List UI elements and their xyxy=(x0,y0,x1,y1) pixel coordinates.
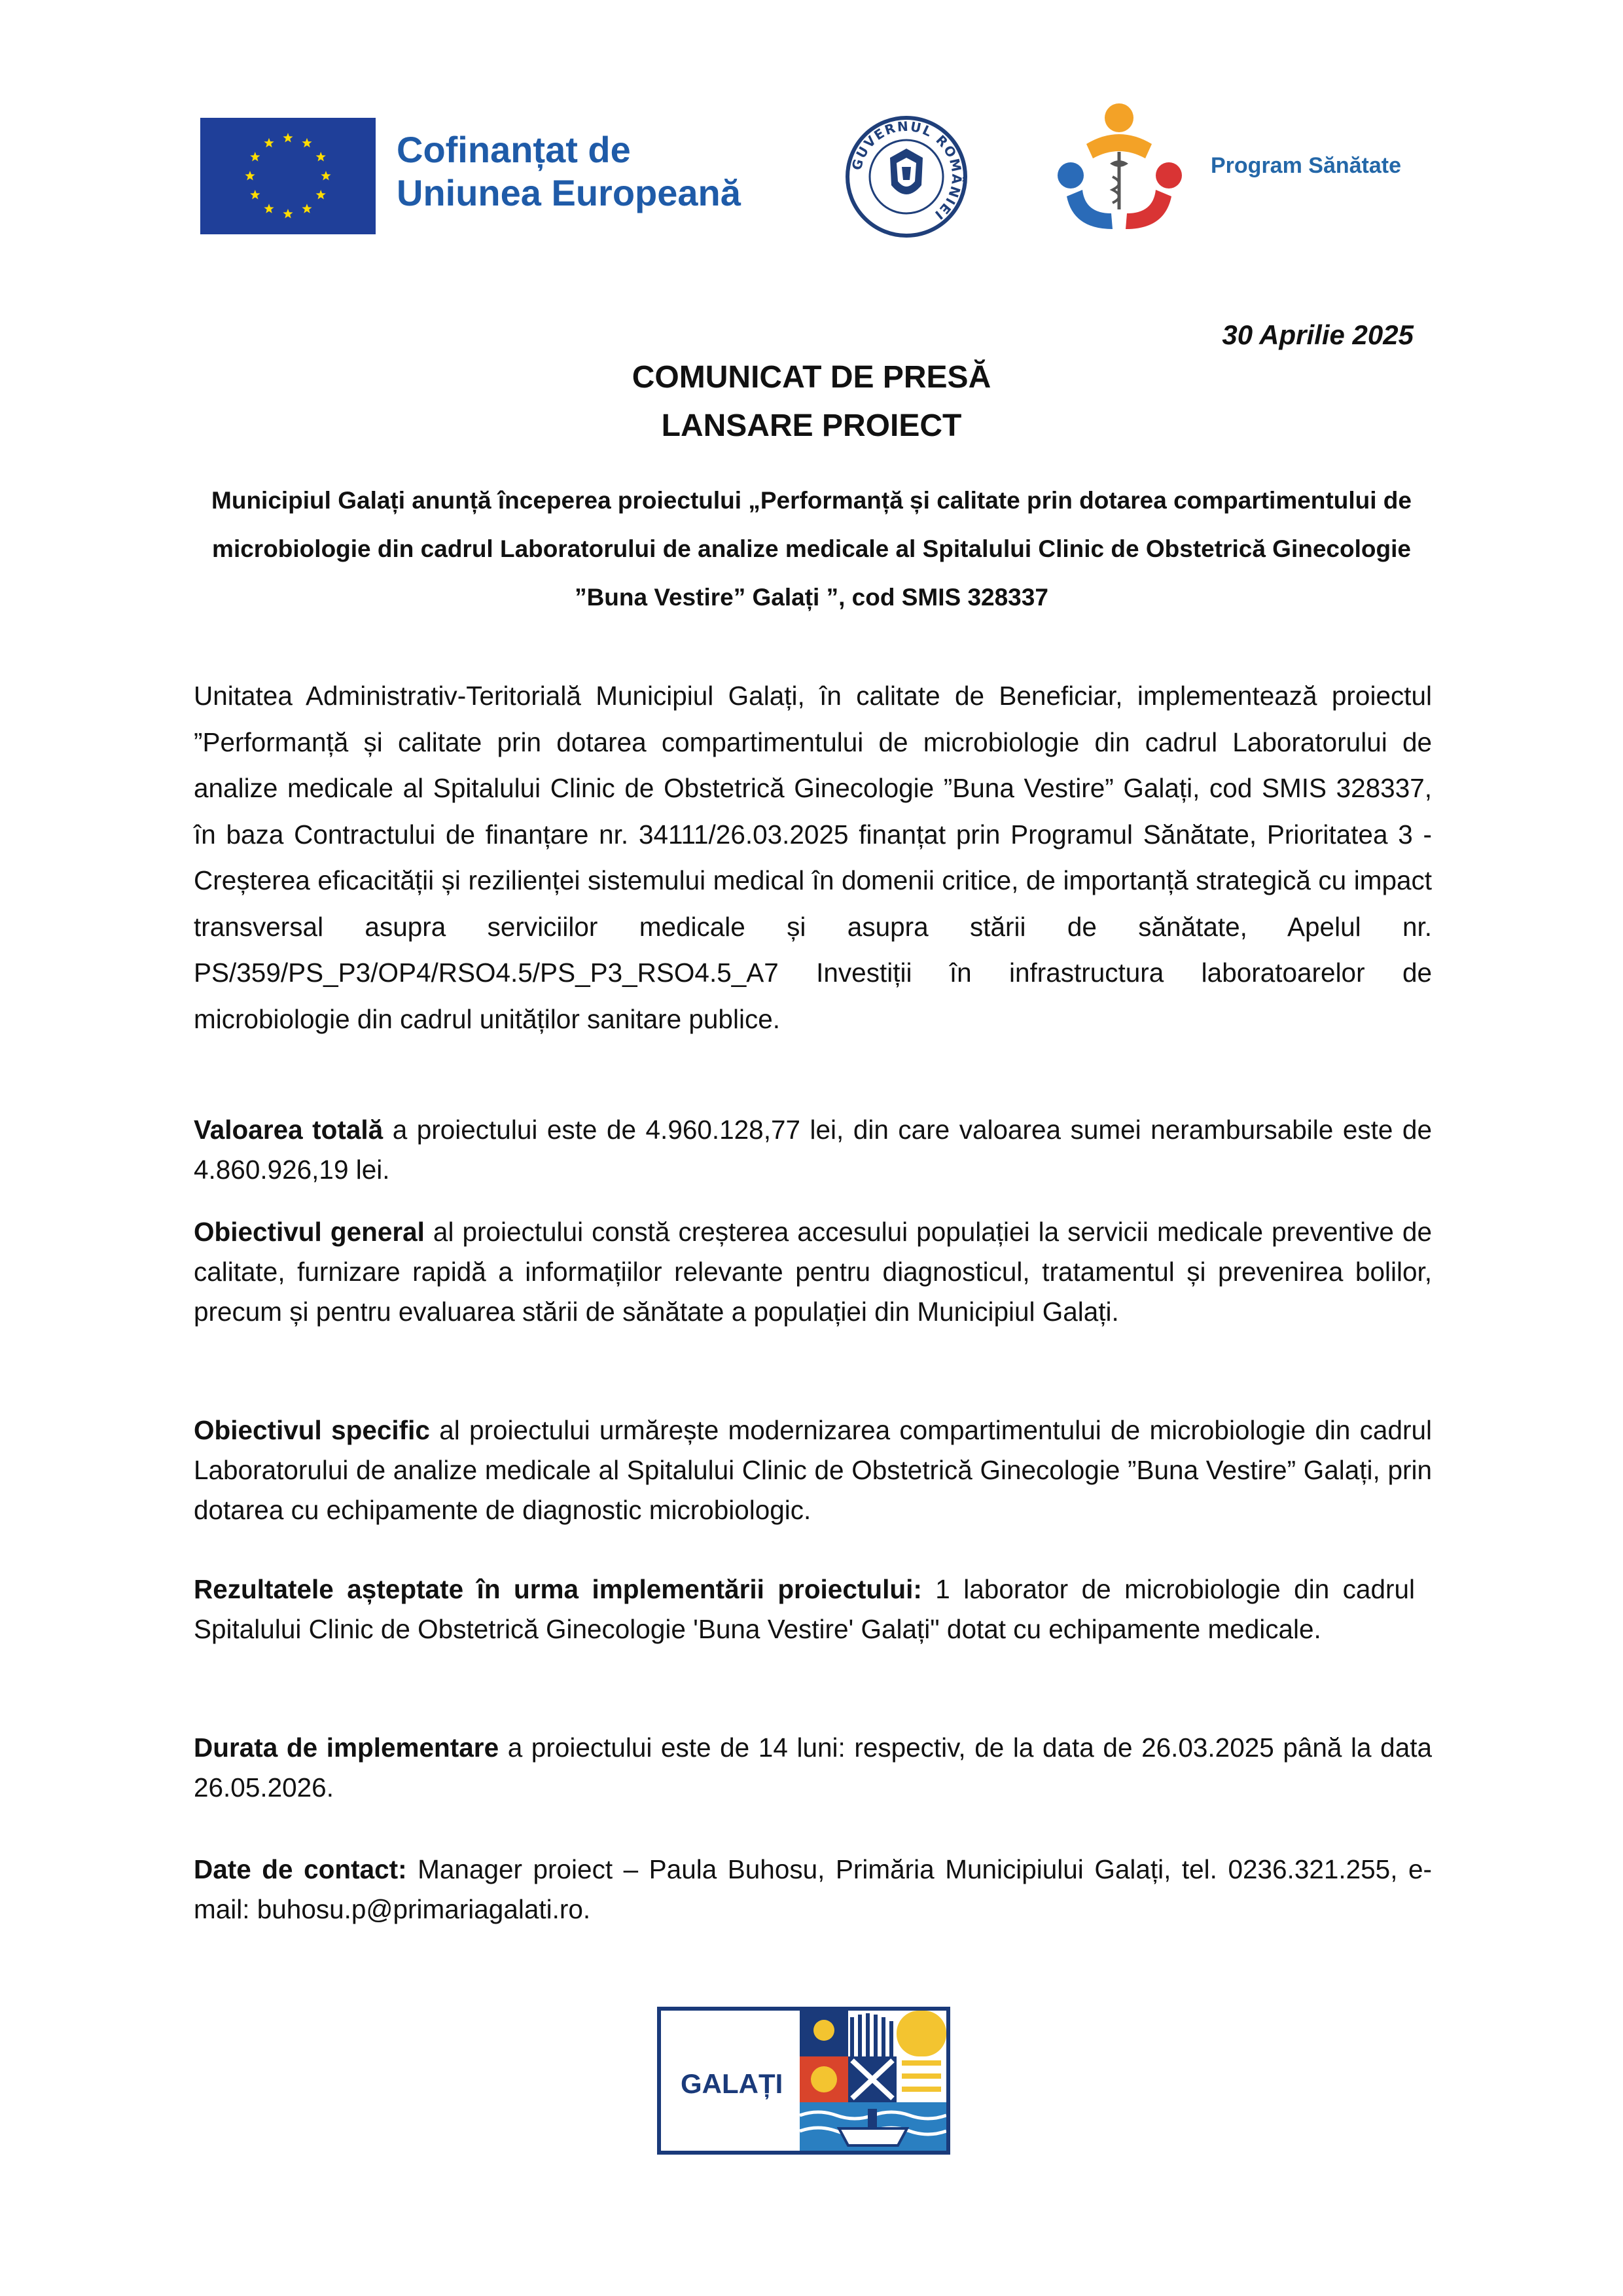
romania-coat-of-arms-icon xyxy=(844,115,969,239)
duration-label: Durata de implementare xyxy=(194,1732,499,1763)
press-date: 30 Aprilie 2025 xyxy=(1222,319,1414,350)
program-sanatate-text: Program Sănătate xyxy=(1211,153,1401,178)
value-paragraph xyxy=(194,1110,1432,1190)
eu-star-icon xyxy=(264,204,274,213)
results-text: 1 laborator de microbiologie din cadrul Spitalului Clinic de Obstetrică Ginecologie 'Buna Vestire' Galați" dotat cu echipamente medicale. xyxy=(194,1574,1415,1644)
eu-star-icon xyxy=(264,138,274,147)
eu-star-icon xyxy=(250,152,260,162)
eu-star-icon xyxy=(283,209,293,219)
eu-stars-icon xyxy=(200,118,376,234)
general-objective-label: Obiectivul general xyxy=(194,1217,425,1247)
duration-paragraph xyxy=(194,1728,1432,1808)
value-label: Valoarea totală xyxy=(194,1115,383,1145)
galati-mosaic-icon xyxy=(800,2011,946,2151)
title-line2: LANSARE PROIECT xyxy=(661,408,962,443)
eu-star-icon xyxy=(245,171,255,181)
galati-logo-text: GALAȚI xyxy=(681,2068,783,2099)
general-objective-text: al proiectului constă creșterea accesului populației la servicii medicale preventive de calitate, furnizare rapidă a informațiilor relevante pentru diagnosticul, tratamentul și prevenirea bolilor, precum și pentru evaluarea stării de sănătate a populației din Municipiul Galați. xyxy=(194,1217,1432,1327)
eu-star-icon xyxy=(250,190,260,200)
duration-text: a proiectului este de 14 luni: respectiv, de la data de 26.03.2025 până la data 26.05.2026. xyxy=(194,1732,1432,1803)
eu-star-icon xyxy=(321,171,330,181)
program-sanatate-logo xyxy=(1047,98,1191,236)
contact-label: Date de contact: xyxy=(194,1854,407,1884)
eu-cofinanced-text xyxy=(397,128,741,215)
value-text: a proiectului este de 4.960.128,77 lei, din care valoarea sumei nerambursabile este de 4.860.926,19 lei. xyxy=(194,1115,1432,1185)
results-paragraph xyxy=(194,1570,1415,1649)
eu-star-icon xyxy=(316,190,326,200)
eu-text-line1: Cofinanțat de xyxy=(397,129,631,170)
general-objective-paragraph xyxy=(194,1212,1432,1332)
eu-star-icon xyxy=(302,138,312,147)
press-release-title xyxy=(0,353,1623,450)
contact-paragraph xyxy=(194,1850,1432,1929)
galati-logo-art xyxy=(800,2011,946,2151)
contact-text: Manager proiect – Paula Buhosu, Primăria Municipiului Galați, tel. 0236.321.255, e-mail: buhosu.p@primariagalati.ro. xyxy=(194,1854,1433,1924)
specific-objective-text: al proiectului urmărește modernizarea compartimentului de microbiologie din cadrul Laboratorului de analize medicale al Spitalului Clinic de Obstetrică Ginecologie ”Buna Vestire” Galați, prin dotarea cu echipamente de diagnostic microbiologic. xyxy=(194,1415,1432,1525)
title-line1: COMUNICAT DE PRESĂ xyxy=(632,360,991,395)
people-circle-caduceus-icon xyxy=(1047,98,1191,236)
intro-paragraph: Unitatea Administrativ-Teritorială Municipiul Galați, în calitate de Beneficiar, implementează proiectul ”Performanță și calitate prin dotarea compartimentului de microbiologie din cadrul Laboratorului de analize medicale al Spitalului Clinic de Obstetrică Ginecologie ”Buna Vestire” Galați, cod SMIS 328337, în baza Contractului de finanțare nr. 34111/26.03.2025 finanțat prin Programul Sănătate, Prioritatea 3 - Creșterea eficacității și rezilienței sistemului medical în domenii critice, de importanță strategică cu impact transversal asupra serviciilor medicale și asupra stării de sănătate, Apelul nr. PS/359/PS_P3/OP4/RSO4.5/PS_P3_RSO4.5_A7 Investiții în infrastructura laboratoarelor de microbiologie din cadrul unităților sanitare publice. xyxy=(194,681,1432,1034)
results-label: Rezultatele așteptate în urma implementării proiectului: xyxy=(194,1574,922,1604)
eu-star-icon xyxy=(302,204,312,213)
specific-objective-label: Obiectivul specific xyxy=(194,1415,430,1445)
project-subtitle: Municipiul Galați anunță începerea proiectului „Performanță și calitate prin dotarea compartimentului de microbiologie din cadrul Laboratorului de analize medicale al Spitalului Clinic de Obstetrică Ginecologie ”Buna Vestire” Galați ”, cod SMIS 328337 xyxy=(211,487,1412,611)
eu-star-icon xyxy=(283,133,293,143)
eu-text-line2: Uniunea Europeană xyxy=(397,172,741,213)
specific-objective-paragraph xyxy=(194,1410,1432,1530)
eu-flag-logo xyxy=(200,118,376,234)
seal-text: GUVERNUL ROMÂNIEI xyxy=(848,118,965,224)
eu-star-icon xyxy=(316,152,326,162)
government-seal-logo xyxy=(844,115,969,239)
